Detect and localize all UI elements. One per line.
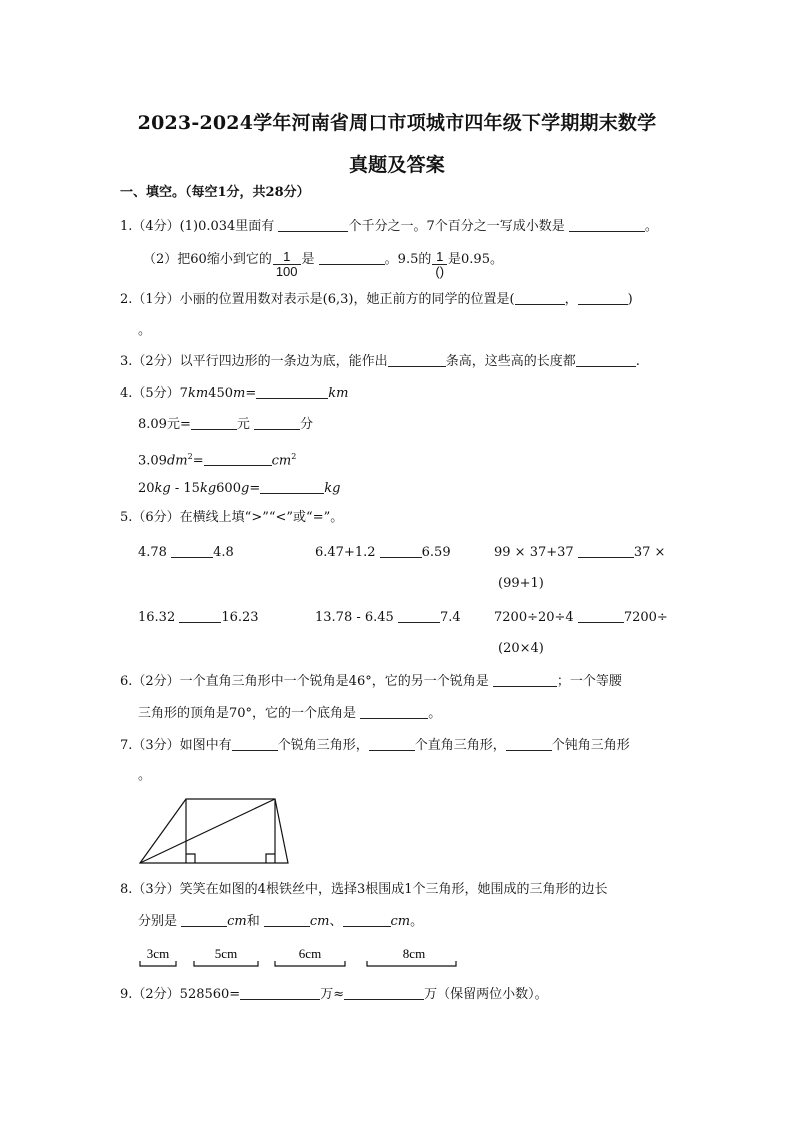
q5-item-continuation: (20×4): [498, 641, 544, 656]
q8-text: 和: [246, 914, 264, 929]
q5-text: 4.8: [213, 545, 234, 560]
answer-blank[interactable]: [240, 985, 320, 1000]
answer-blank[interactable]: [576, 352, 636, 367]
unit: m: [233, 386, 246, 401]
q5-item: [494, 608, 668, 628]
q5-text: 6.47+1.2: [315, 545, 380, 560]
unit: cm: [309, 914, 330, 929]
wire-8cm: [367, 961, 456, 966]
q1-text: 。9.5的: [384, 252, 432, 267]
q1-text: 是0.95。: [448, 252, 503, 267]
unit: kg: [154, 481, 171, 496]
question-6-line-2: [138, 704, 441, 724]
question-8-line-1: 8.（3分）笑笑在如图的4根铁丝中，选择3根围成1个三角形，她围成的三角形的边长: [120, 882, 608, 897]
wire-3cm: [140, 961, 176, 966]
fraction: [432, 250, 447, 279]
fraction-numerator: 1: [273, 250, 301, 265]
q1-text: 是: [301, 252, 319, 267]
q2-text: ): [627, 292, 633, 307]
question-6-line-1: [120, 672, 622, 692]
question-4-line-2: [138, 415, 313, 435]
q3-text: .: [635, 354, 640, 369]
q2-text: ，: [564, 292, 578, 307]
question-2-line-1: [120, 290, 633, 310]
q4-text: 分: [299, 417, 313, 432]
q5-item: [315, 543, 451, 563]
q5-text: 16.32: [138, 610, 180, 625]
answer-blank[interactable]: [260, 479, 324, 494]
q4-text: 3.09: [138, 453, 167, 469]
q7-text: 个锐角三角形，: [277, 738, 369, 753]
q7-text: 个钝角三角形: [551, 738, 630, 753]
q5-text: 7200÷: [623, 610, 668, 625]
q9-text: 万≈: [320, 987, 345, 1002]
q3-text: 条高，这些高的长度都: [445, 354, 576, 369]
right-angle-mark: [186, 854, 195, 863]
answer-blank[interactable]: [181, 912, 227, 927]
fraction-denominator: (): [435, 264, 445, 279]
q4-text: 元: [236, 417, 254, 432]
right-angle-mark: [266, 854, 275, 863]
q4-text: =: [245, 386, 257, 401]
question-5-stem: 5.（6分）在横线上填“>”“<”或“=”。: [120, 510, 344, 525]
q6-text: 三角形的顶角是70°，它的一个底角是: [138, 706, 361, 721]
diagonal-line: [140, 799, 275, 863]
q4-text: 20: [138, 481, 155, 496]
q5-text: 13.78 - 6.45: [315, 610, 398, 625]
q7-text: 7.（3分）如图中有: [120, 738, 232, 753]
fraction-denominator: 100: [275, 264, 298, 279]
answer-blank[interactable]: [319, 250, 385, 265]
q7-text: 个直角三角形，: [414, 738, 506, 753]
unit: g: [240, 481, 250, 496]
q4-text: =: [249, 481, 261, 496]
document-title-line1: 2023-2024学年河南省周口市项城市四年级下学期期末数学: [137, 112, 657, 134]
answer-blank[interactable]: [388, 352, 446, 367]
q8-text: 、: [329, 914, 343, 929]
wire-label: 8cm: [402, 946, 426, 961]
unit: kg: [324, 481, 341, 496]
q8-text: 分别是: [138, 914, 182, 929]
q5-text: 37 ×: [633, 545, 666, 560]
q5-item-continuation: (99+1): [498, 576, 544, 591]
q1-text: 。: [644, 219, 658, 234]
answer-blank[interactable]: [264, 912, 310, 927]
answer-blank[interactable]: [398, 608, 440, 623]
answer-blank[interactable]: [578, 543, 634, 558]
answer-blank[interactable]: [191, 415, 237, 430]
q5-item: [315, 608, 461, 628]
answer-blank[interactable]: [578, 290, 628, 305]
answer-blank[interactable]: [360, 704, 428, 719]
question-8-line-2: [138, 912, 423, 932]
answer-blank[interactable]: [204, 451, 272, 466]
q6-text: 。: [428, 706, 442, 721]
unit: dm: [166, 453, 188, 469]
q1-text: （2）把60缩小到它的: [143, 252, 272, 267]
wire-5cm: [194, 961, 258, 966]
question-7-line-1: [120, 736, 630, 756]
unit: km: [328, 386, 349, 401]
q3-text: 3.（2分）以平行四边形的一条边为底，能作出: [120, 354, 388, 369]
question-1-line-2: [143, 250, 503, 279]
superscript: 2: [187, 452, 193, 461]
question-9: [120, 985, 548, 1005]
fraction: [273, 250, 301, 279]
wire-label: 5cm: [214, 946, 238, 961]
unit: kg: [199, 481, 217, 496]
q6-text: ；一个等腰: [556, 674, 622, 689]
unit: cm: [227, 914, 247, 929]
document-title-line2: 真题及答案: [348, 154, 445, 176]
question-7-line-2: 。: [138, 768, 152, 783]
answer-blank[interactable]: [515, 290, 565, 305]
superscript: 2: [291, 452, 297, 461]
answer-blank[interactable]: [506, 736, 552, 751]
q4-text: =: [192, 453, 204, 469]
answer-blank[interactable]: [380, 543, 422, 558]
answer-blank[interactable]: [343, 912, 391, 927]
answer-blank[interactable]: [578, 608, 624, 623]
question-3: [120, 352, 640, 372]
answer-blank[interactable]: [232, 736, 278, 751]
q4-text: 4.（5分）7: [120, 386, 188, 401]
wire-label: 3cm: [146, 946, 170, 961]
question-4-line-3: [138, 447, 296, 471]
answer-blank[interactable]: [254, 415, 300, 430]
wire-6cm: [275, 961, 345, 966]
q4-text: 450: [208, 386, 233, 401]
question-2-line-2: 。: [138, 323, 152, 338]
question-4-line-4: [138, 479, 340, 499]
q5-item: [138, 608, 259, 628]
unit: cm: [271, 453, 292, 469]
q5-text: 99 × 37+37: [494, 545, 578, 560]
q4-text: - 15: [170, 481, 200, 496]
q5-text: 7.4: [439, 610, 461, 625]
q5-text: 7200÷20÷4: [494, 610, 578, 625]
answer-blank[interactable]: [569, 217, 645, 232]
q4-text: 8.09元=: [138, 417, 191, 432]
q1-text: 1.（4分）(1)0.034里面有: [120, 219, 279, 234]
q5-text: 6.59: [421, 545, 451, 560]
q1-text: 个千分之一。7个百分之一写成小数是: [348, 219, 569, 234]
fraction-numerator: 1: [432, 250, 447, 265]
wires-figure: [138, 940, 468, 972]
answer-blank[interactable]: [344, 985, 424, 1000]
q2-text: 2.（1分）小丽的位置用数对表示是(6,3)，她正前方的同学的位置是(: [120, 292, 515, 307]
q5-item: [494, 543, 665, 563]
q9-text: 万（保留两位小数）。: [424, 987, 548, 1002]
unit: cm: [390, 914, 411, 929]
answer-blank[interactable]: [256, 384, 328, 399]
q9-text: 9.（2分）528560=: [120, 987, 241, 1002]
q5-text: 4.78: [138, 545, 172, 560]
answer-blank[interactable]: [278, 217, 348, 232]
wire-label: 6cm: [298, 946, 322, 961]
question-4-line-1: [120, 384, 348, 404]
answer-blank[interactable]: [369, 736, 415, 751]
answer-blank[interactable]: [171, 543, 213, 558]
section-heading: 一、填空。（每空1分，共28分）: [120, 185, 310, 200]
q5-item: [138, 543, 234, 563]
q6-text: 6.（2分）一个直角三角形中一个锐角是46°，它的另一个锐角是: [120, 674, 493, 689]
q4-text: 600: [216, 481, 241, 496]
q5-text: 16.23: [221, 610, 259, 625]
answer-blank[interactable]: [179, 608, 221, 623]
unit: km: [187, 386, 209, 401]
trapezoid-figure: [130, 792, 300, 872]
answer-blank[interactable]: [493, 672, 557, 687]
q8-text: 。: [410, 914, 424, 929]
question-1-line-1: [120, 217, 658, 237]
